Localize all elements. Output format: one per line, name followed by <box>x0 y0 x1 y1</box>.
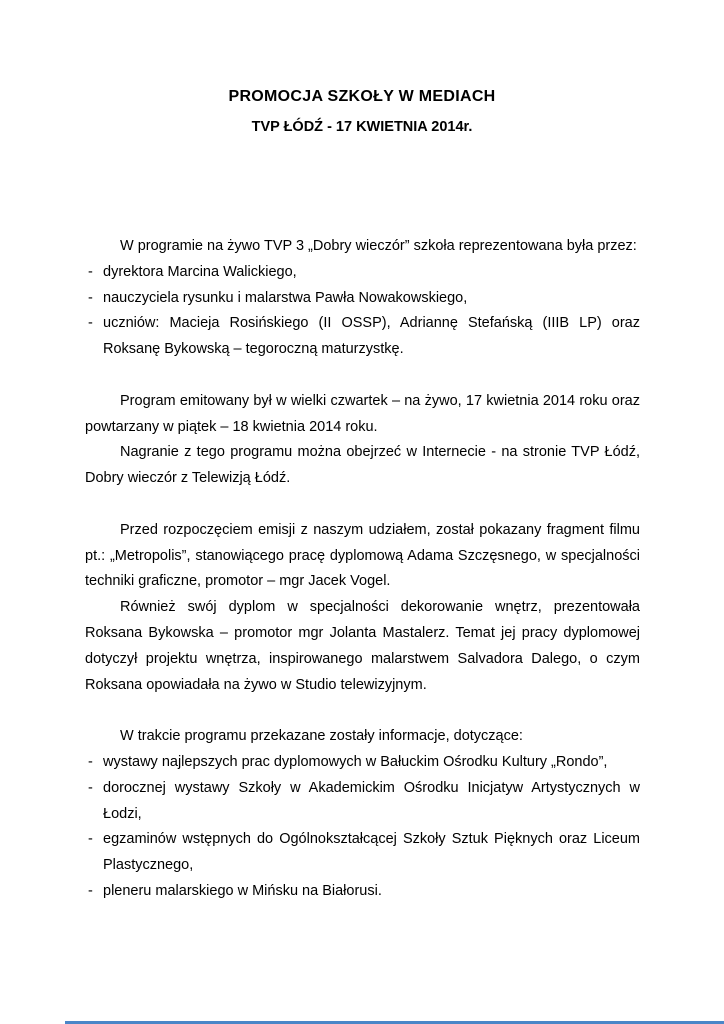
document-header <box>0 0 724 136</box>
list-item-text: wystawy najlepszych prac dyplomowych w Bałuckim Ośrodku Kultury „Rondo”, <box>103 753 608 770</box>
document-title: PROMOCJA SZKOŁY W MEDIACH <box>228 88 496 105</box>
paragraph-diploma: Również swój dyplom w specjalności dekorowanie wnętrz, prezentowała Roksana Bykowska – promotor mgr Jolanta Mastalerz. Temat jej pracy dyplomowej dotyczył projektu wnętrza, inspirowanego malarstwem Salvadora Dalego, o czym Roksana opowiadała na żywo w Studio telewizyjnym. <box>85 599 640 693</box>
list-item <box>85 311 640 363</box>
list-item <box>85 827 640 879</box>
document-body <box>85 234 640 905</box>
bullet-marker: - <box>88 263 93 280</box>
list-item-text: uczniów: Macieja Rosińskiego (II OSSP), Adriannę Stefańską (IIIB LP) oraz Roksanę Bykowską – tegoroczną maturzystkę. <box>103 315 640 358</box>
list-item <box>85 750 640 776</box>
paragraph-recording: Nagranie z tego programu można obejrzeć w Internecie - na stronie TVP Łódź, Dobry wieczór z Telewizją Łódź. <box>85 444 640 487</box>
list-item-text: dyrektora Marcina Walickiego, <box>103 263 297 280</box>
list-item <box>85 260 640 286</box>
bullet-marker: - <box>88 315 93 332</box>
list-item-text: dorocznej wystawy Szkoły w Akademickim Ośrodku Inicjatyw Artystycznych w Łodzi, <box>103 779 640 822</box>
list-item <box>85 776 640 828</box>
document-subtitle: TVP ŁÓDŹ - 17 KWIETNIA 2014r. <box>251 119 473 135</box>
paragraph-broadcast: Program emitowany był w wielki czwartek – na żywo, 17 kwietnia 2014 roku oraz powtarzany w piątek – 18 kwietnia 2014 roku. <box>85 392 640 435</box>
paragraph-film: Przed rozpoczęciem emisji z naszym udziałem, został pokazany fragment filmu pt.: „Metropolis”, stanowiącego pracę dyplomową Adama Szczęsnego, w specjalności techniki graficzne, promotor – mgr Jacek Vogel. <box>85 521 640 590</box>
bullet-marker: - <box>88 289 93 306</box>
bullet-marker: - <box>88 882 93 899</box>
bullet-marker: - <box>88 779 93 796</box>
bullet-marker: - <box>88 831 93 848</box>
paragraph-info-intro: W trakcie programu przekazane zostały informacje, dotyczące: <box>120 728 523 745</box>
bullet-marker: - <box>88 753 93 770</box>
list-item-text: pleneru malarskiego w Mińsku na Białorusi. <box>103 882 382 899</box>
list-item <box>85 286 640 312</box>
paragraph-intro: W programie na żywo TVP 3 „Dobry wieczór” szkoła reprezentowana była przez: <box>120 238 637 254</box>
list-item-text: egzaminów wstępnych do Ogólnokształcącej Szkoły Sztuk Pięknych oraz Liceum Plastycznego, <box>103 831 640 874</box>
list-item <box>85 879 640 905</box>
list-item-text: nauczyciela rysunku i malarstwa Pawła Nowakowskiego, <box>103 289 468 306</box>
